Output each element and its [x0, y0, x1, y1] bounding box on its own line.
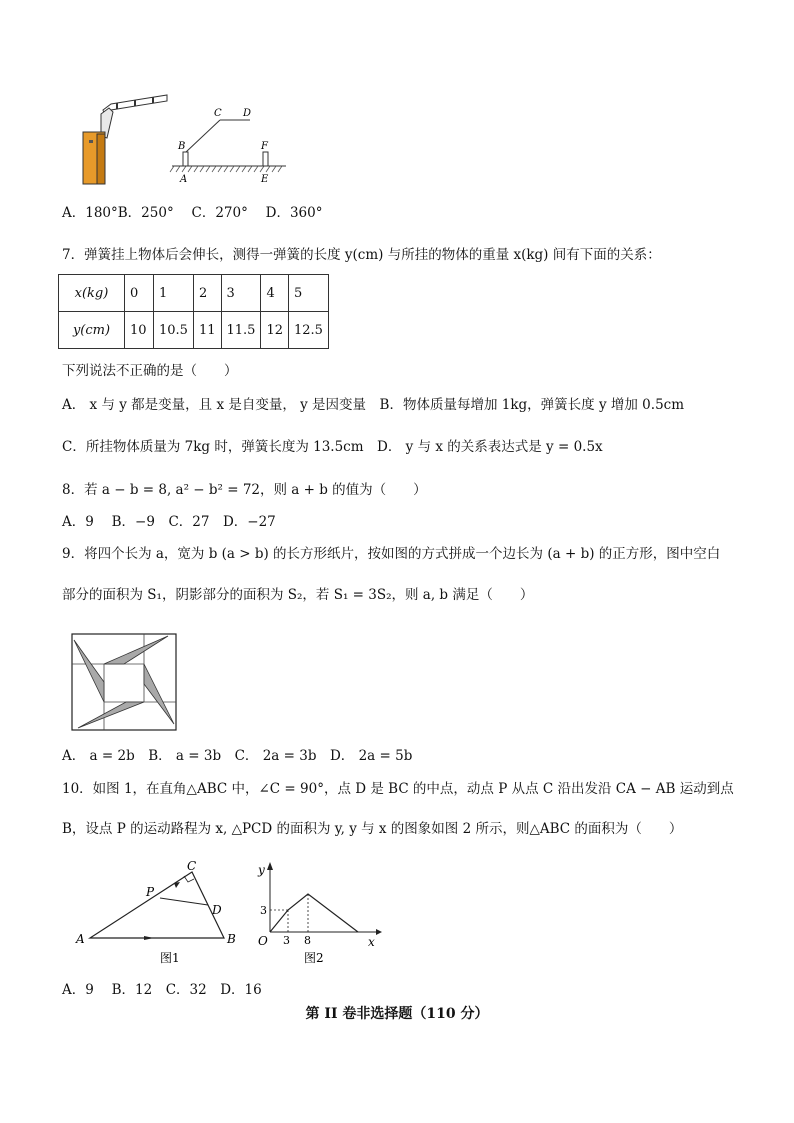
y-cell: 10 [125, 312, 154, 349]
table-row [59, 275, 329, 312]
q7-table [58, 274, 329, 349]
triangle-figure-1 [70, 858, 250, 970]
x-cell: 2 [193, 275, 221, 312]
section-title: 第 II 卷非选择题（110 分） [305, 1006, 489, 1022]
label-p: P [146, 885, 155, 899]
y-cell: 10.5 [154, 312, 194, 349]
y-cell: 12 [261, 312, 289, 349]
label-c: C [187, 859, 197, 873]
q7-stem: 7．弹簧挂上物体后会伸长，测得一弹簧的长度 y(cm) 与所挂的物体的重量 x(kg) 间有下面的关系： [62, 247, 661, 263]
tick-x-3: 3 [283, 934, 290, 947]
y-cell: 11 [193, 312, 221, 349]
label-f: F [261, 141, 268, 152]
q6-options: A．180°B．250° C．270° D．360° [62, 205, 323, 221]
label-d: D [212, 903, 222, 917]
q10-stem-line1: 10．如图 1，在直角△ABC 中，∠C = 90°，点 D 是 BC 的中点，动点 P 从点 C 沿出发沿 CA − AB 运动到点 [62, 781, 734, 797]
label-a: A [76, 932, 85, 946]
label-d: D [243, 108, 252, 119]
q7-options-ab: A． x 与 y 都是变量，且 x 是自变量， y 是因变量 B．物体质量每增加 1kg，弹簧长度 y 增加 0.5cm [62, 397, 685, 413]
q10-options: A．9 B．12 C．32 D．16 [62, 982, 262, 998]
tick-x-8: 8 [304, 934, 311, 947]
x-cell: 4 [261, 275, 289, 312]
label-b: B [227, 932, 236, 946]
q9-stem-line1: 9．将四个长为 a，宽为 b (a > b) 的长方形纸片，按如图的方式拼成一个边长为 (a + b) 的正方形，图中空白 [62, 546, 721, 562]
q8-options: A．9 B．−9 C．27 D．−27 [62, 514, 276, 530]
x-cell: 5 [289, 275, 329, 312]
x-cell: 3 [221, 275, 261, 312]
q7-question: 下列说法不正确的是（ ） [62, 363, 238, 379]
label-e: E [261, 174, 269, 184]
q9-options: A． a = 2b B． a = 3b C． 2a = 3b D． 2a = 5b [62, 748, 413, 764]
graph-figure-2 [252, 858, 382, 970]
axis-y-label: y [258, 863, 265, 877]
x-cell: 0 [125, 275, 154, 312]
label-a: A [180, 174, 188, 184]
label-c: C [214, 108, 222, 119]
origin-label: O [258, 934, 268, 948]
q7-options-cd: C．所挂物体质量为 7kg 时，弹簧长度为 13.5cm D． y 与 x 的关系表达式是 y = 0.5x [62, 439, 603, 455]
x-header: x(kg) [59, 275, 125, 312]
x-cell: 1 [154, 275, 194, 312]
axis-x-label: x [368, 935, 375, 949]
angle-figure [168, 102, 293, 184]
label-b: B [178, 141, 186, 152]
y-cell: 12.5 [289, 312, 329, 349]
q8-stem: 8．若 a − b = 8, a² − b² = 72，则 a + b 的值为（ ） [62, 482, 427, 498]
q9-stem-line2: 部分的面积为 S₁，阴影部分的面积为 S₂，若 S₁ = 3S₂，则 a, b 满足（ ） [62, 587, 534, 603]
tick-y-3: 3 [260, 904, 267, 917]
figure-caption: 图1 [160, 951, 180, 965]
y-cell: 11.5 [221, 312, 261, 349]
table-row [59, 312, 329, 349]
y-header: y(cm) [59, 312, 125, 349]
pinwheel-square-figure [70, 632, 180, 732]
figure-caption: 图2 [304, 951, 324, 965]
barrier-gate-figure [75, 90, 175, 190]
q10-stem-line2: B，设点 P 的运动路程为 x, △PCD 的面积为 y, y 与 x 的图象如图 2 所示，则△ABC 的面积为（ ） [62, 821, 683, 837]
